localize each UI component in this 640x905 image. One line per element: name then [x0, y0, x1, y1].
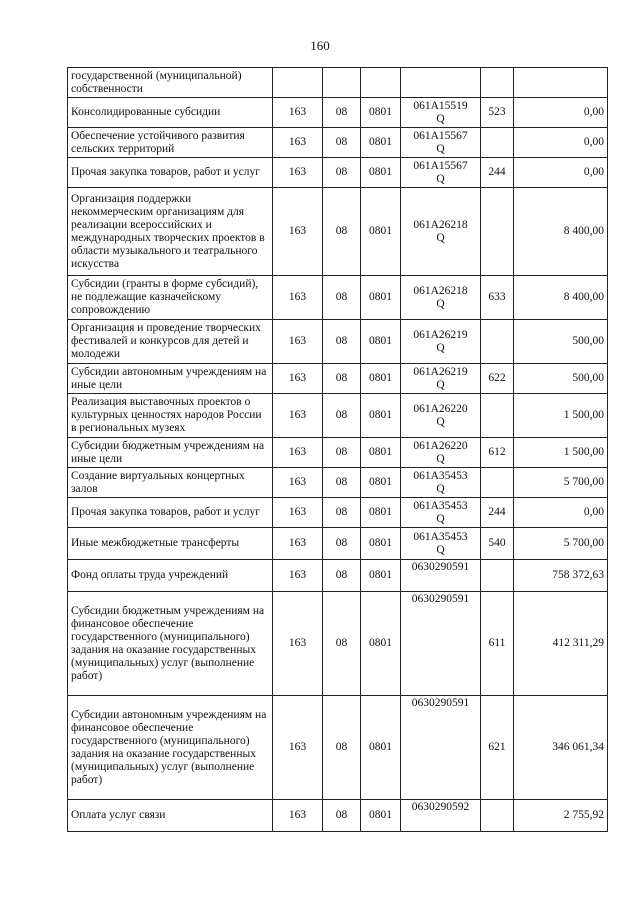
- row-csr-line1: 0630290591: [411, 561, 470, 573]
- row-csr-line1: 061A26218: [413, 284, 468, 297]
- row-rz: 08: [323, 498, 361, 528]
- row-csr-line1: 061A26219: [413, 365, 468, 378]
- row-ved: 163: [273, 468, 323, 498]
- row-vr: [481, 68, 514, 98]
- row-csr: [401, 696, 481, 800]
- row-rz: 08: [323, 128, 361, 158]
- table-row: [68, 592, 608, 696]
- table-row: [68, 128, 608, 158]
- row-rz: 08: [323, 560, 361, 592]
- row-rz: 08: [323, 800, 361, 832]
- row-ved: 163: [273, 128, 323, 158]
- row-csr: [401, 364, 481, 394]
- table-row: [68, 276, 608, 320]
- row-sum: 1 500,00: [514, 394, 608, 438]
- row-vr: 612: [481, 438, 514, 468]
- row-ved: 163: [273, 320, 323, 364]
- row-csr-line1: 061A26220: [413, 439, 468, 452]
- row-pr: 0801: [361, 394, 401, 438]
- row-name: Обеспечение устойчивого развития сельских территорий: [68, 128, 273, 158]
- row-csr-line1: 061A35453: [413, 530, 468, 543]
- row-pr: 0801: [361, 592, 401, 696]
- row-rz: 08: [323, 320, 361, 364]
- row-rz: 08: [323, 468, 361, 498]
- row-ved: 163: [273, 364, 323, 394]
- table-row: [68, 320, 608, 364]
- row-name: Субсидии (гранты в форме субсидий), не подлежащие казначейскому сопровождению: [68, 276, 273, 320]
- table-row: [68, 468, 608, 498]
- row-csr-line2: Q: [436, 297, 445, 310]
- row-vr: [481, 394, 514, 438]
- row-csr-line1: 061A26219: [413, 328, 468, 341]
- row-vr: 633: [481, 276, 514, 320]
- row-ved: 163: [273, 276, 323, 320]
- row-csr-line1: 061A26220: [413, 402, 468, 415]
- row-name: Консолидированные субсидии: [68, 98, 273, 128]
- row-csr-line1: 061A15519: [413, 99, 468, 112]
- row-ved: 163: [273, 560, 323, 592]
- row-vr: [481, 320, 514, 364]
- row-csr-line1: 061A35453: [413, 469, 468, 482]
- row-vr: 523: [481, 98, 514, 128]
- row-csr-line2: Q: [436, 482, 445, 495]
- row-name: Субсидии автономным учреждениям на иные цели: [68, 364, 273, 394]
- row-sum: 346 061,34: [514, 696, 608, 800]
- row-pr: 0801: [361, 498, 401, 528]
- table-row: [68, 438, 608, 468]
- row-csr-line2: Q: [436, 378, 445, 391]
- row-sum: 5 700,00: [514, 528, 608, 560]
- row-vr: 540: [481, 528, 514, 560]
- table-row: [68, 98, 608, 128]
- row-pr: 0801: [361, 320, 401, 364]
- row-rz: [323, 68, 361, 98]
- row-ved: 163: [273, 696, 323, 800]
- row-sum: 5 700,00: [514, 468, 608, 498]
- row-csr: [401, 98, 481, 128]
- row-vr: 621: [481, 696, 514, 800]
- row-vr: [481, 188, 514, 276]
- row-sum: 2 755,92: [514, 800, 608, 832]
- table-row: [68, 68, 608, 98]
- row-csr-line1: 0630290591: [411, 697, 470, 709]
- row-csr: [401, 158, 481, 188]
- page-number: 160: [310, 38, 330, 53]
- row-pr: 0801: [361, 696, 401, 800]
- row-sum: 0,00: [514, 158, 608, 188]
- row-pr: 0801: [361, 98, 401, 128]
- row-name: Прочая закупка товаров, работ и услуг: [68, 158, 273, 188]
- row-sum: 8 400,00: [514, 188, 608, 276]
- row-ved: [273, 68, 323, 98]
- row-ved: 163: [273, 528, 323, 560]
- table-row: [68, 528, 608, 560]
- row-csr: [401, 468, 481, 498]
- row-csr: [401, 394, 481, 438]
- row-name: Прочая закупка товаров, работ и услуг: [68, 498, 273, 528]
- row-csr: [401, 528, 481, 560]
- row-name: Создание виртуальных концертных залов: [68, 468, 273, 498]
- row-rz: 08: [323, 98, 361, 128]
- row-csr-line1: 061A26218: [413, 218, 468, 231]
- row-csr-line2: Q: [436, 112, 445, 125]
- row-sum: 758 372,63: [514, 560, 608, 592]
- row-csr: [401, 68, 481, 98]
- row-ved: 163: [273, 800, 323, 832]
- row-ved: 163: [273, 498, 323, 528]
- row-csr-line1: 061A15567: [413, 159, 468, 172]
- row-csr: [401, 800, 481, 832]
- row-pr: 0801: [361, 158, 401, 188]
- row-pr: 0801: [361, 364, 401, 394]
- row-vr: [481, 560, 514, 592]
- row-name: Оплата услуг связи: [68, 800, 273, 832]
- row-ved: 163: [273, 98, 323, 128]
- row-pr: 0801: [361, 276, 401, 320]
- row-vr: [481, 468, 514, 498]
- table-row: [68, 394, 608, 438]
- row-csr-line2: Q: [436, 172, 445, 185]
- row-csr: [401, 560, 481, 592]
- row-csr: [401, 592, 481, 696]
- row-vr: 244: [481, 158, 514, 188]
- row-name: Фонд оплаты труда учреждений: [68, 560, 273, 592]
- row-csr: [401, 188, 481, 276]
- row-csr: [401, 438, 481, 468]
- row-pr: 0801: [361, 800, 401, 832]
- row-csr: [401, 498, 481, 528]
- row-ved: 163: [273, 158, 323, 188]
- row-csr-line2: Q: [436, 452, 445, 465]
- row-csr-line2: Q: [436, 512, 445, 525]
- row-pr: 0801: [361, 528, 401, 560]
- row-name: Иные межбюджетные трансферты: [68, 528, 273, 560]
- row-name: Организация и проведение творческих фестивалей и конкурсов для детей и молодежи: [68, 320, 273, 364]
- row-csr: [401, 320, 481, 364]
- row-rz: 08: [323, 188, 361, 276]
- row-rz: 08: [323, 438, 361, 468]
- row-csr-line2: Q: [436, 543, 445, 556]
- table-row: [68, 560, 608, 592]
- row-rz: 08: [323, 276, 361, 320]
- row-csr: [401, 128, 481, 158]
- row-sum: 500,00: [514, 320, 608, 364]
- row-name: Субсидии бюджетным учреждениям на финансовое обеспечение государственного (муниципального) задания на оказание государственных (муниципальных) услуг (выполнение работ): [68, 592, 273, 696]
- row-name: Субсидии автономным учреждениям на финансовое обеспечение государственного (муниципального) задания на оказание государственных (муниципальных) услуг (выполнение работ): [68, 696, 273, 800]
- table-row: [68, 498, 608, 528]
- row-vr: 622: [481, 364, 514, 394]
- row-sum: 0,00: [514, 128, 608, 158]
- row-sum: 0,00: [514, 98, 608, 128]
- row-ved: 163: [273, 592, 323, 696]
- row-pr: 0801: [361, 468, 401, 498]
- row-vr: 244: [481, 498, 514, 528]
- table-row: [68, 364, 608, 394]
- row-pr: 0801: [361, 188, 401, 276]
- row-sum: 8 400,00: [514, 276, 608, 320]
- row-name: Субсидии бюджетным учреждениям на иные цели: [68, 438, 273, 468]
- row-sum: 500,00: [514, 364, 608, 394]
- row-name: Реализация выставочных проектов о культурных ценностях народов России в региональных музеях: [68, 394, 273, 438]
- row-sum: 1 500,00: [514, 438, 608, 468]
- row-csr-line1: 061A35453: [413, 499, 468, 512]
- row-rz: 08: [323, 528, 361, 560]
- budget-table: [67, 67, 608, 832]
- row-csr-line2: Q: [436, 231, 445, 244]
- row-vr: [481, 800, 514, 832]
- row-sum: 0,00: [514, 498, 608, 528]
- row-rz: 08: [323, 394, 361, 438]
- row-name: Организация поддержки некоммерческим организациям для реализации всероссийских и международных творческих проектов в области музыкального и театрального искусства: [68, 188, 273, 276]
- row-pr: 0801: [361, 438, 401, 468]
- row-csr-line2: Q: [436, 142, 445, 155]
- table-row: [68, 696, 608, 800]
- row-ved: 163: [273, 394, 323, 438]
- row-csr-line1: 061A15567: [413, 129, 468, 142]
- row-csr-line1: 0630290592: [411, 801, 470, 813]
- row-csr-line2: Q: [436, 341, 445, 354]
- row-csr-line2: Q: [436, 415, 445, 428]
- row-pr: [361, 68, 401, 98]
- table-row: [68, 158, 608, 188]
- row-csr: [401, 276, 481, 320]
- row-pr: 0801: [361, 560, 401, 592]
- row-name: государственной (муниципальной) собственности: [68, 68, 273, 98]
- row-sum: [514, 68, 608, 98]
- row-ved: 163: [273, 188, 323, 276]
- row-sum: 412 311,29: [514, 592, 608, 696]
- row-vr: 611: [481, 592, 514, 696]
- table-body: [68, 68, 608, 832]
- row-ved: 163: [273, 438, 323, 468]
- row-pr: 0801: [361, 128, 401, 158]
- table-row: [68, 800, 608, 832]
- row-csr-line1: 0630290591: [411, 593, 470, 605]
- table-row: [68, 188, 608, 276]
- row-rz: 08: [323, 592, 361, 696]
- row-rz: 08: [323, 364, 361, 394]
- row-rz: 08: [323, 158, 361, 188]
- row-rz: 08: [323, 696, 361, 800]
- row-vr: [481, 128, 514, 158]
